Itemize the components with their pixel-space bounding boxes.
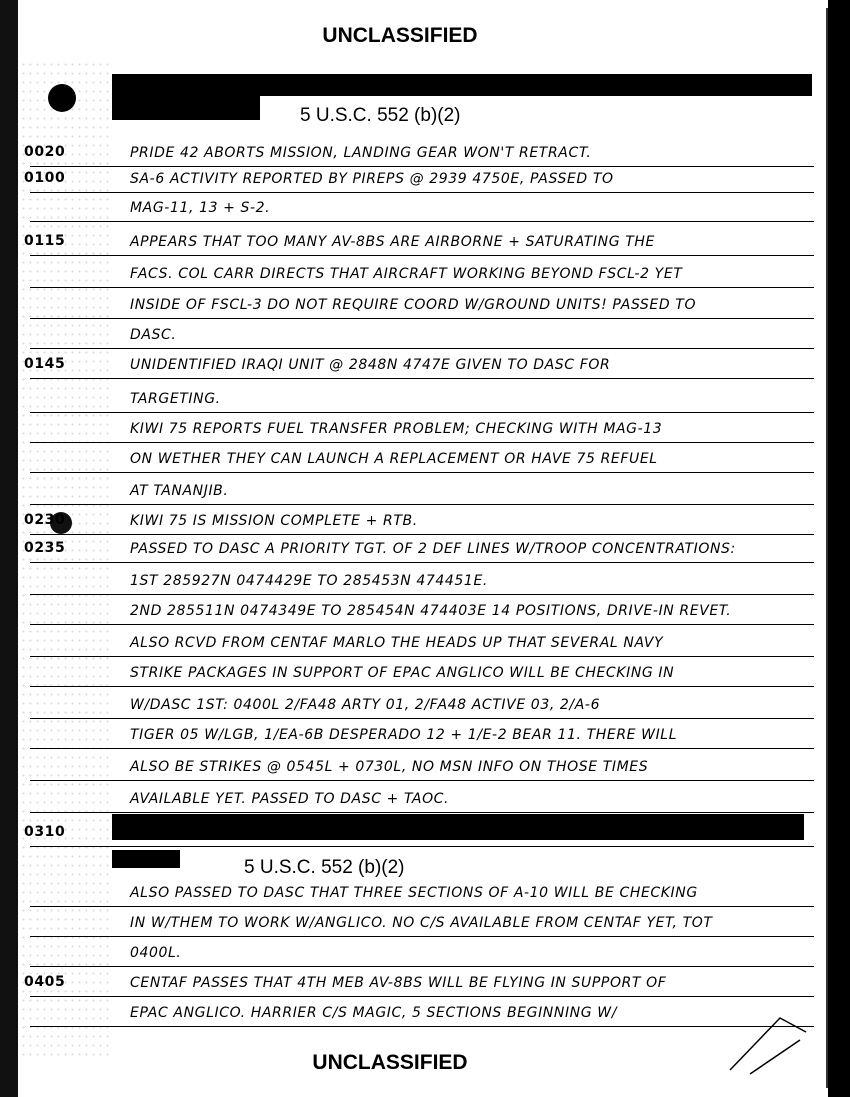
redaction-bar (112, 814, 804, 840)
log-entry-time: 0230 (24, 512, 66, 528)
log-entry-text: TIGER 05 W/LGB, 1/EA-6B DESPERADO 12 + 1/E-2 BEAR 11. THERE WILL (130, 727, 678, 743)
log-entry-text: AVAILABLE YET. PASSED TO DASC + TAOC. (130, 791, 450, 807)
log-entry (24, 446, 814, 474)
log-entry (24, 786, 814, 814)
log-entry-text: KIWI 75 REPORTS FUEL TRANSFER PROBLEM; CHECKING WITH MAG-13 (130, 421, 663, 437)
log-entry-time: 0235 (24, 540, 66, 556)
punch-hole (48, 84, 76, 112)
log-entry-text: PRIDE 42 ABORTS MISSION, LANDING GEAR WON'T RETRACT. (130, 145, 592, 161)
log-entry-text: TARGETING. (130, 391, 221, 407)
log-entry-text: SA-6 ACTIVITY REPORTED BY PIREPS @ 2939 4750E, PASSED TO (130, 171, 614, 187)
redaction-bar (112, 74, 812, 96)
log-entry-text: CENTAF PASSES THAT 4TH MEB AV-8BS WILL BE FLYING IN SUPPORT OF (130, 975, 667, 991)
log-entry (24, 195, 814, 223)
redaction-bar (112, 850, 180, 868)
log-entry (24, 568, 814, 596)
log-entry-time: 0405 (24, 974, 66, 990)
log-entry-time: 0020 (24, 144, 66, 160)
log-entry-text: INSIDE OF FSCL-3 DO NOT REQUIRE COORD W/GROUND UNITS! PASSED TO (130, 297, 697, 313)
log-entry (24, 1000, 814, 1028)
scan-edge-right-inner (826, 8, 828, 1088)
log-entry (24, 910, 814, 938)
log-entry-text: APPEARS THAT TOO MANY AV-8BS ARE AIRBORNE + SATURATING THE (130, 234, 655, 250)
log-entry (24, 508, 814, 536)
log-entry-text: ALSO PASSED TO DASC THAT THREE SECTIONS OF A-10 WILL BE CHECKING (130, 885, 698, 901)
log-entry (24, 261, 814, 289)
log-entry (24, 722, 814, 750)
log-entry (24, 940, 814, 968)
log-entry (24, 166, 814, 194)
log-entry-text: FACS. COL CARR DIRECTS THAT AIRCRAFT WORKING BEYOND FSCL-2 YET (130, 266, 683, 282)
exemption-label: 5 U.S.C. 552 (b)(2) (300, 105, 461, 126)
log-entry (24, 660, 814, 688)
log-entry-time: 0115 (24, 233, 66, 249)
log-entry-time: 0145 (24, 356, 66, 372)
log-entry-text: AT TANANJIB. (130, 483, 229, 499)
log-entry (24, 322, 814, 350)
log-entry (24, 536, 814, 564)
log-entry-text: ALSO BE STRIKES @ 0545L + 0730L, NO MSN INFO ON THOSE TIMES (130, 759, 649, 775)
scan-edge-right (828, 0, 850, 1097)
log-entry-time: 0100 (24, 170, 66, 186)
log-entry-text: PASSED TO DASC A PRIORITY TGT. OF 2 DEF LINES W/TROOP CONCENTRATIONS: (130, 541, 736, 557)
log-entry-text: W/DASC 1ST: 0400L 2/FA48 ARTY 01, 2/FA48 ACTIVE 03, 2/A-6 (130, 697, 601, 713)
log-entry (24, 970, 814, 998)
log-entry (24, 630, 814, 658)
log-entry-text: 0400L. (130, 945, 182, 961)
log-entry-text: ALSO RCVD FROM CENTAF MARLO THE HEADS UP THAT SEVERAL NAVY (130, 635, 664, 651)
exemption-label: 5 U.S.C. 552 (b)(2) (244, 857, 405, 878)
log-entry-text: 2ND 285511N 0474349E TO 285454N 474403E 14 POSITIONS, DRIVE-IN REVET. (130, 603, 732, 619)
log-entry-text: UNIDENTIFIED IRAQI UNIT @ 2848N 4747E GIVEN TO DASC FOR (130, 357, 611, 373)
log-entry (24, 880, 814, 908)
redaction-bar (112, 96, 260, 120)
log-entry (24, 352, 814, 380)
log-entry-text: ON WETHER THEY CAN LAUNCH A REPLACEMENT OR HAVE 75 REFUEL (130, 451, 658, 467)
log-entry (24, 692, 814, 720)
log-entry-time: 0310 (24, 824, 66, 840)
log-entry-text: IN W/THEM TO WORK W/ANGLICO. NO C/S AVAILABLE FROM CENTAF YET, TOT (130, 915, 713, 931)
classification-footer: UNCLASSIFIED (312, 1051, 468, 1074)
log-entry-text: EPAC ANGLICO. HARRIER C/S MAGIC, 5 SECTIONS BEGINNING W/ (130, 1005, 618, 1021)
log-entry (24, 292, 814, 320)
log-entry-text: KIWI 75 IS MISSION COMPLETE + RTB. (130, 513, 418, 529)
log-entry-text: DASC. (130, 327, 177, 343)
classification-header: UNCLASSIFIED (322, 24, 478, 47)
scan-edge-left (0, 0, 18, 1097)
log-entry (24, 598, 814, 626)
log-entry (24, 754, 814, 782)
log-entry (24, 416, 814, 444)
log-entry-text: STRIKE PACKAGES IN SUPPORT OF EPAC ANGLICO WILL BE CHECKING IN (130, 665, 675, 681)
log-entry (24, 478, 814, 506)
log-entry (24, 140, 814, 168)
log-entry (24, 229, 814, 257)
log-entry-text: MAG-11, 13 + S-2. (130, 200, 271, 216)
log-entry-text: 1ST 285927N 0474429E TO 285453N 474451E. (130, 573, 488, 589)
log-entry (24, 386, 814, 414)
